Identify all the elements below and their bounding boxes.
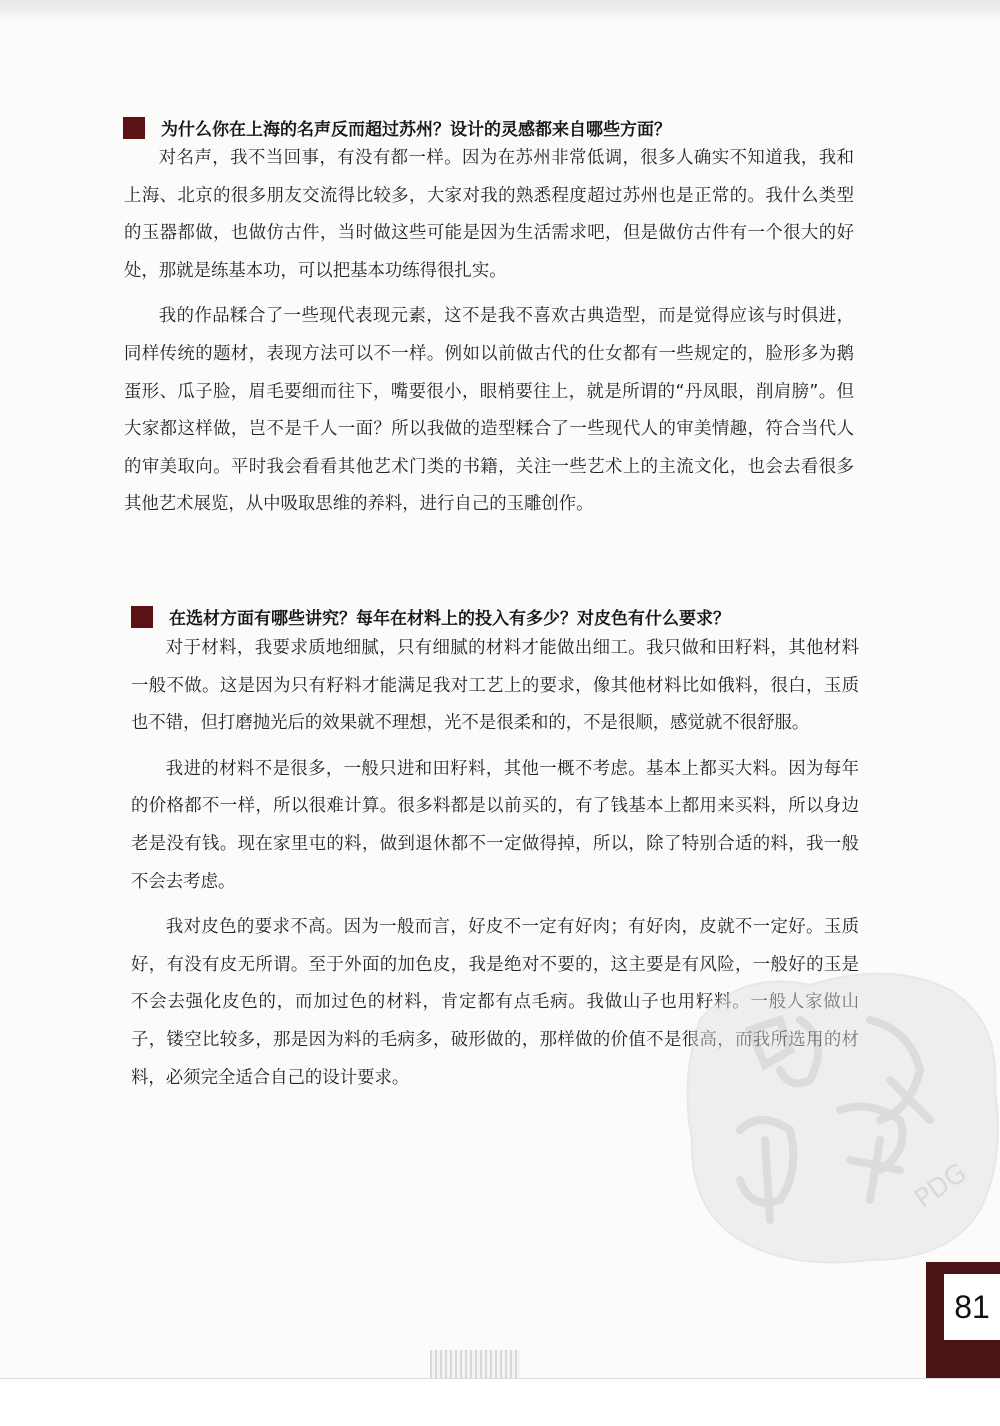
section-heading-1 (123, 115, 671, 140)
page-number: 81 (944, 1274, 1000, 1340)
paragraph: 对名声，我不当回事，有没有都一样。因为在苏州非常低调，很多人确实不知道我，我和上海、北京的很多朋友交流得比较多，大家对我的熟悉程度超过苏州也是正常的。我什么类型的玉器都做，也做仿古件，当时做这些可能是因为生活需求吧，但是做仿古件有一个很大的好处，那就是练基本功，可以把基本功练得很扎实。 (124, 148, 854, 281)
section-body-1 (124, 140, 854, 532)
paragraph: 我对皮色的要求不高。因为一般而言，好皮不一定有好肉；有好肉，皮就不一定好。玉质好，有没有皮无所谓。至于外面的加色皮，我是绝对不要的，这主要是有风险，一般好的玉是不会去强化皮色的，而加过色的材料，肯定都有点毛病。我做山子也用籽料。一般人家做山子，镂空比较多，那是因为料的毛病多，破形做的，那样做的价值不是很高，而我所选用的材料，必须完全适合自己的设计要求。 (131, 917, 859, 1088)
heading-marker-square (131, 606, 153, 628)
section-heading-2 (131, 604, 730, 629)
binding-marks (430, 1350, 520, 1378)
paragraph: 对于材料，我要求质地细腻，只有细腻的材料才能做出细工。我只做和田籽料，其他材料一般不做。这是因为只有籽料才能满足我对工艺上的要求，像其他材料比如俄料，很白，玉质也不错，但打磨抛光后的效果就不理想，光不是很柔和的，不是很顺，感觉就不很舒服。 (131, 638, 859, 734)
paragraph: 我的作品糅合了一些现代表现元素，这不是我不喜欢古典造型，而是觉得应该与时俱进，同样传统的题材，表现方法可以不一样。例如以前做古代的仕女都有一些规定的，脸形多为鹅蛋形、瓜子脸，眉毛要细而往下，嘴要很小，眼梢要往上，就是所谓的“丹凤眼，削肩膀”。但大家都这样做，岂不是千人一面？所以我做的造型糅合了一些现代人的审美情趣，符合当代人的审美取向。平时我会看看其他艺术门类的书籍，关注一些艺术上的主流文化，也会去看很多其他艺术展览，从中吸取思维的养料，进行自己的玉雕创作。 (124, 306, 854, 515)
seal-pdg-text: PDG (909, 1158, 973, 1215)
scan-shadow-top (0, 0, 1000, 22)
paragraph: 我进的材料不是很多，一般只进和田籽料，其他一概不考虑。基本上都买大料。因为每年的价格都不一样，所以很难计算。很多料都是以前买的，有了钱基本上都用来买料，所以身边老是没有钱。现在家里屯的料，做到退休都不一定做得掉，所以，除了特别合适的料，我一般不会去考虑。 (131, 758, 859, 892)
page-bottom-edge (0, 1378, 1000, 1426)
heading-marker-square (123, 117, 145, 139)
section-heading-text-1: 为什么你在上海的名声反而超过苏州？设计的灵感都来自哪些方面？ (161, 120, 671, 140)
library-seal-watermark (680, 960, 1000, 1270)
section-heading-text-2: 在选材方面有哪些讲究？每年在材料上的投入有多少？对皮色有什么要求？ (169, 609, 730, 629)
seal-background-shape (688, 974, 998, 1263)
